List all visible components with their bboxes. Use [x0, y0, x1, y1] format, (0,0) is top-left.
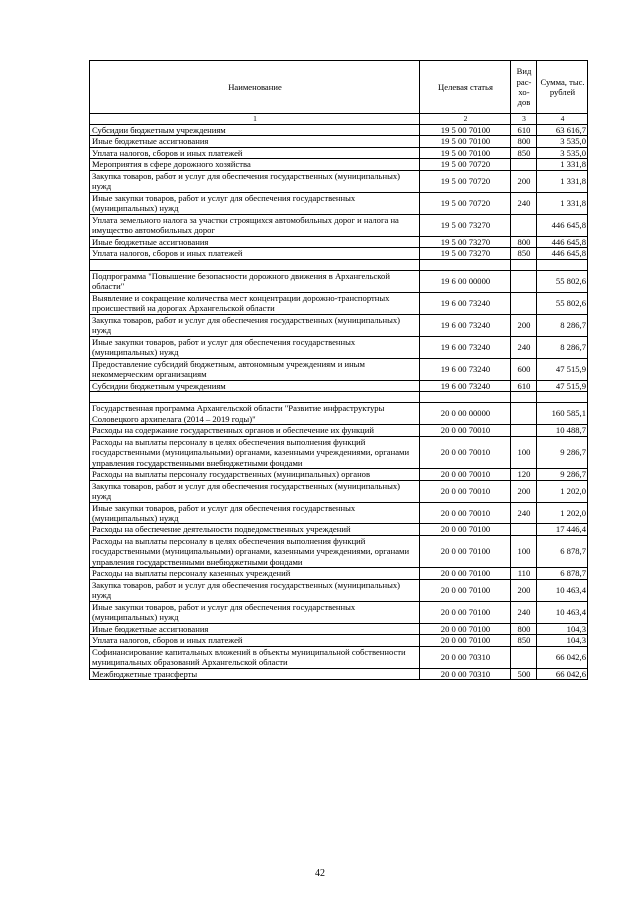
- table-row: [90, 480, 588, 502]
- amount-cell: 104,3: [537, 623, 588, 634]
- code-cell: 20 0 00 70100: [420, 568, 511, 579]
- table-row: [90, 623, 588, 634]
- name-cell: Расходы на выплаты персоналу в целях обеспечения выполнения функций государственными (муниципальными) органами, казенными учреждениями, органами управления государственными внебюджетными фондами: [90, 535, 420, 567]
- type-cell: 240: [511, 502, 537, 524]
- amount-cell: 1 331,8: [537, 192, 588, 214]
- program-row: [90, 270, 588, 292]
- name-cell: Иные бюджетные ассигнования: [90, 136, 420, 147]
- amount-cell: 55 802,6: [537, 270, 588, 292]
- table-row: [90, 170, 588, 192]
- table-row: [90, 248, 588, 259]
- amount-cell: 3 535,0: [537, 147, 588, 158]
- code-cell: 19 6 00 73240: [420, 358, 511, 380]
- type-cell: 110: [511, 568, 537, 579]
- code-cell: 20 0 00 70100: [420, 601, 511, 623]
- table-row: [90, 524, 588, 535]
- header-row: [90, 61, 588, 114]
- name-cell: Мероприятия в сфере дорожного хозяйства: [90, 159, 420, 170]
- amount-cell: 10 463,4: [537, 579, 588, 601]
- header-amount: Сумма, тыс. рублей: [537, 61, 588, 114]
- name-cell: Расходы на обеспечение деятельности подведомственных учреждений: [90, 524, 420, 535]
- type-cell: 500: [511, 668, 537, 679]
- empty-cell: [537, 392, 588, 403]
- column-number: 2: [420, 114, 511, 125]
- name-cell: Закупка товаров, работ и услуг для обеспечения государственных (муниципальных) нужд: [90, 579, 420, 601]
- table-row: [90, 568, 588, 579]
- type-cell: 610: [511, 125, 537, 136]
- table-row: [90, 236, 588, 247]
- table-row: [90, 292, 588, 314]
- code-cell: 20 0 00 70010: [420, 425, 511, 436]
- name-cell: Государственная программа Архангельской области "Развитие инфраструктуры Соловецкого архипелага (2014 – 2019 годы)": [90, 403, 420, 425]
- name-cell: Иные закупки товаров, работ и услуг для обеспечения государственных (муниципальных) нужд: [90, 601, 420, 623]
- name-cell: Иные закупки товаров, работ и услуг для обеспечения государственных (муниципальных) нужд: [90, 502, 420, 524]
- code-cell: 19 6 00 73240: [420, 292, 511, 314]
- table-row: [90, 192, 588, 214]
- amount-cell: 1 202,0: [537, 480, 588, 502]
- table-row: [90, 579, 588, 601]
- type-cell: [511, 646, 537, 668]
- empty-cell: [420, 259, 511, 270]
- amount-cell: 446 645,8: [537, 236, 588, 247]
- column-number: 4: [537, 114, 588, 125]
- amount-cell: 9 286,7: [537, 436, 588, 468]
- empty-cell: [537, 259, 588, 270]
- budget-table: [89, 60, 588, 680]
- empty-cell: [90, 259, 420, 270]
- code-cell: 20 0 00 70100: [420, 635, 511, 646]
- name-cell: Расходы на содержание государственных органов и обеспечение их функций: [90, 425, 420, 436]
- type-cell: [511, 292, 537, 314]
- amount-cell: 104,3: [537, 635, 588, 646]
- code-cell: 19 6 00 00000: [420, 270, 511, 292]
- code-cell: 19 5 00 73270: [420, 236, 511, 247]
- name-cell: Уплата налогов, сборов и иных платежей: [90, 248, 420, 259]
- header-name: Наименование: [90, 61, 420, 114]
- amount-cell: 17 446,4: [537, 524, 588, 535]
- amount-cell: 9 286,7: [537, 469, 588, 480]
- type-cell: 200: [511, 480, 537, 502]
- code-cell: 20 0 00 00000: [420, 403, 511, 425]
- table-row: [90, 601, 588, 623]
- table-row: [90, 668, 588, 679]
- name-cell: Иные бюджетные ассигнования: [90, 623, 420, 634]
- code-cell: 19 5 00 70100: [420, 125, 511, 136]
- header-type: Вид рас-хо-дов: [511, 61, 537, 114]
- type-cell: [511, 270, 537, 292]
- amount-cell: 66 042,6: [537, 668, 588, 679]
- amount-cell: 446 645,8: [537, 214, 588, 236]
- type-cell: 200: [511, 579, 537, 601]
- name-cell: Закупка товаров, работ и услуг для обеспечения государственных (муниципальных) нужд: [90, 170, 420, 192]
- type-cell: [511, 214, 537, 236]
- table-row: [90, 314, 588, 336]
- code-cell: 19 6 00 73240: [420, 336, 511, 358]
- amount-cell: 10 488,7: [537, 425, 588, 436]
- amount-cell: 1 331,8: [537, 170, 588, 192]
- name-cell: Закупка товаров, работ и услуг для обеспечения государственных (муниципальных) нужд: [90, 480, 420, 502]
- type-cell: [511, 524, 537, 535]
- name-cell: Субсидии бюджетным учреждениям: [90, 125, 420, 136]
- name-cell: Иные бюджетные ассигнования: [90, 236, 420, 247]
- type-cell: 100: [511, 535, 537, 567]
- name-cell: Уплата налогов, сборов и иных платежей: [90, 635, 420, 646]
- code-cell: 19 5 00 73270: [420, 214, 511, 236]
- code-cell: 20 0 00 70100: [420, 524, 511, 535]
- type-cell: 200: [511, 314, 537, 336]
- name-cell: Иные закупки товаров, работ и услуг для обеспечения государственных (муниципальных) нужд: [90, 192, 420, 214]
- name-cell: Расходы на выплаты персоналу государственных (муниципальных) органов: [90, 469, 420, 480]
- code-cell: 19 6 00 73240: [420, 314, 511, 336]
- table-row: [90, 646, 588, 668]
- type-cell: 240: [511, 601, 537, 623]
- name-cell: Подпрограмма "Повышение безопасности дорожного движения в Архангельской области": [90, 270, 420, 292]
- name-cell: Расходы на выплаты персоналу в целях обеспечения выполнения функций государственными (муниципальными) органами, казенными учреждениями, органами управления государственными внебюджетными фондами: [90, 436, 420, 468]
- amount-cell: 446 645,8: [537, 248, 588, 259]
- code-cell: 19 5 00 70720: [420, 159, 511, 170]
- table-row: [90, 635, 588, 646]
- amount-cell: 47 515,9: [537, 358, 588, 380]
- type-cell: 610: [511, 380, 537, 391]
- amount-cell: 10 463,4: [537, 601, 588, 623]
- code-cell: 19 5 00 70720: [420, 170, 511, 192]
- table-row: [90, 214, 588, 236]
- code-cell: 20 0 00 70010: [420, 469, 511, 480]
- spacer-row: [90, 392, 588, 403]
- type-cell: 200: [511, 170, 537, 192]
- type-cell: 800: [511, 136, 537, 147]
- name-cell: Предоставление субсидий бюджетным, автономным учреждениям и иным некоммерческим организациям: [90, 358, 420, 380]
- column-number: 1: [90, 114, 420, 125]
- table-row: [90, 535, 588, 567]
- table-row: [90, 336, 588, 358]
- amount-cell: 47 515,9: [537, 380, 588, 391]
- type-cell: 800: [511, 623, 537, 634]
- table-row: [90, 469, 588, 480]
- empty-cell: [511, 259, 537, 270]
- empty-cell: [511, 392, 537, 403]
- amount-cell: 1 202,0: [537, 502, 588, 524]
- header-code: Целевая статья: [420, 61, 511, 114]
- name-cell: Уплата налогов, сборов и иных платежей: [90, 147, 420, 158]
- type-cell: 600: [511, 358, 537, 380]
- type-cell: 800: [511, 236, 537, 247]
- code-cell: 20 0 00 70010: [420, 502, 511, 524]
- type-cell: [511, 403, 537, 425]
- code-cell: 20 0 00 70310: [420, 646, 511, 668]
- code-cell: 19 5 00 70720: [420, 192, 511, 214]
- table-row: [90, 502, 588, 524]
- name-cell: Межбюджетные трансферты: [90, 668, 420, 679]
- code-cell: 20 0 00 70310: [420, 668, 511, 679]
- code-cell: 20 0 00 70100: [420, 579, 511, 601]
- name-cell: Закупка товаров, работ и услуг для обеспечения государственных (муниципальных) нужд: [90, 314, 420, 336]
- table-row: [90, 125, 588, 136]
- type-cell: 100: [511, 436, 537, 468]
- table-row: [90, 358, 588, 380]
- code-cell: 20 0 00 70010: [420, 480, 511, 502]
- name-cell: Расходы на выплаты персоналу казенных учреждений: [90, 568, 420, 579]
- amount-cell: 1 331,8: [537, 159, 588, 170]
- amount-cell: 6 878,7: [537, 568, 588, 579]
- amount-cell: 66 042,6: [537, 646, 588, 668]
- program-row: [90, 403, 588, 425]
- name-cell: Уплата земельного налога за участки строящихся автомобильных дорог и налога на имущество автомобильных дорог: [90, 214, 420, 236]
- amount-cell: 6 878,7: [537, 535, 588, 567]
- table-row: [90, 436, 588, 468]
- code-cell: 20 0 00 70010: [420, 436, 511, 468]
- table-row: [90, 136, 588, 147]
- spacer-row: [90, 259, 588, 270]
- type-cell: 850: [511, 147, 537, 158]
- amount-cell: 8 286,7: [537, 336, 588, 358]
- table-row: [90, 380, 588, 391]
- amount-cell: 55 802,6: [537, 292, 588, 314]
- empty-cell: [90, 392, 420, 403]
- type-cell: 240: [511, 192, 537, 214]
- name-cell: Субсидии бюджетным учреждениям: [90, 380, 420, 391]
- type-cell: 240: [511, 336, 537, 358]
- type-cell: [511, 159, 537, 170]
- code-cell: 19 5 00 73270: [420, 248, 511, 259]
- amount-cell: 3 535,0: [537, 136, 588, 147]
- table-row: [90, 425, 588, 436]
- code-cell: 20 0 00 70100: [420, 623, 511, 634]
- name-cell: Софинансирование капитальных вложений в объекты муниципальной собственности муниципальных образований Архангельской области: [90, 646, 420, 668]
- amount-cell: 8 286,7: [537, 314, 588, 336]
- table-row: [90, 159, 588, 170]
- amount-cell: 160 585,1: [537, 403, 588, 425]
- empty-cell: [420, 392, 511, 403]
- type-cell: [511, 425, 537, 436]
- code-cell: 19 5 00 70100: [420, 147, 511, 158]
- column-number: 3: [511, 114, 537, 125]
- type-cell: 850: [511, 248, 537, 259]
- type-cell: 120: [511, 469, 537, 480]
- page-number: 42: [315, 868, 325, 879]
- amount-cell: 63 616,7: [537, 125, 588, 136]
- table-row: [90, 147, 588, 158]
- table-body: [90, 125, 588, 680]
- code-cell: 20 0 00 70100: [420, 535, 511, 567]
- type-cell: 850: [511, 635, 537, 646]
- code-cell: 19 5 00 70100: [420, 136, 511, 147]
- code-cell: 19 6 00 73240: [420, 380, 511, 391]
- name-cell: Иные закупки товаров, работ и услуг для обеспечения государственных (муниципальных) нужд: [90, 336, 420, 358]
- name-cell: Выявление и сокращение количества мест концентрации дорожно-транспортных происшествий на дорогах Архангельской области: [90, 292, 420, 314]
- column-number-row: [90, 114, 588, 125]
